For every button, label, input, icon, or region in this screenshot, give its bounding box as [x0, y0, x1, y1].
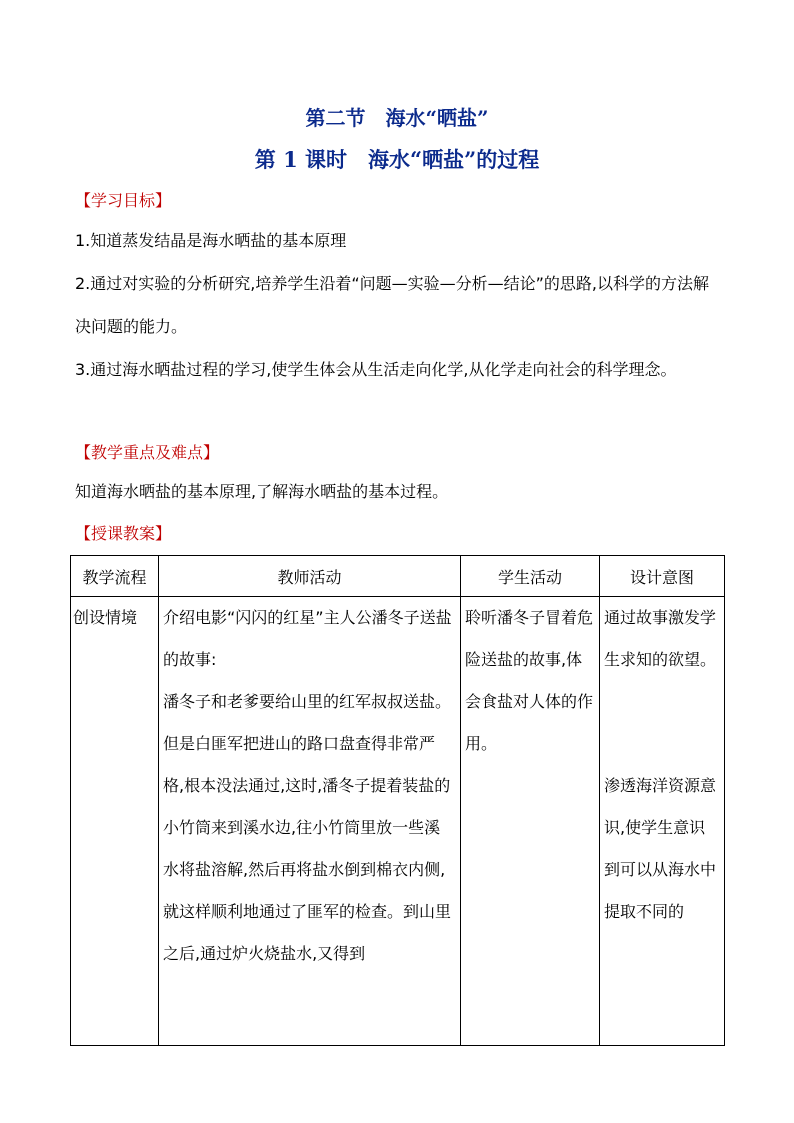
- intent-text-1: 通过故事激发学生求知的欲望。: [604, 608, 717, 669]
- teacher-activity-text: 介绍电影“闪闪的红星”主人公潘冬子送盐的故事: 潘冬子和老爹要给山里的红军叔叔送盐。但是白匪军把进山的路口盘查得非常严格,根本没法通过,这时,潘冬子提着装盐的小竹筒来到溪水边,往小竹筒里放一些溪水将盐溶解,然后再将盐水倒到棉衣内侧,就这样顺利地通过了匪军的检查。到山里之后,通过炉火烧盐水,又得到: [163, 608, 452, 963]
- lesson-plan-table: [70, 555, 725, 1046]
- goal-item-1: 1.知道蒸发结晶是海水晒盐的基本原理: [75, 231, 347, 250]
- cell-teacher: [159, 597, 461, 1046]
- intent-spacer: [604, 681, 720, 765]
- section-title: 第二节 海水“晒盐”: [305, 106, 489, 130]
- header-stage: 教学流程: [71, 556, 159, 597]
- header-intent: 设计意图: [600, 556, 725, 597]
- header-student: 学生活动: [461, 556, 600, 597]
- intent-text-2: 渗透海洋资源意识,使学生意识到可以从海水中提取不同的: [604, 776, 717, 921]
- key-points-heading: 【教学重点及难点】: [75, 443, 220, 462]
- student-activity-text: 聆听潘冬子冒着危险送盐的故事,体会食盐对人体的作用。: [465, 608, 594, 753]
- plan-heading: 【授课教案】: [75, 524, 172, 543]
- table-header-row: [71, 556, 725, 597]
- goal-item-3: 3.通过海水晒盐过程的学习,使学生体会从生活走向化学,从化学走向社会的科学理念。: [75, 360, 677, 379]
- cell-student: [461, 597, 600, 1046]
- goal-item-2: 2.通过对实验的分析研究,培养学生沿着“问题—实验—分析—结论”的思路,以科学的方法解决问题的能力。: [75, 274, 710, 336]
- table-row: [71, 597, 725, 1046]
- goals-heading: 【学习目标】: [75, 191, 172, 210]
- header-teacher: 教师活动: [159, 556, 461, 597]
- key-points-text: 知道海水晒盐的基本原理,了解海水晒盐的基本过程。: [75, 482, 449, 501]
- lesson-title: 第 1 课时 海水“晒盐”的过程: [254, 147, 540, 172]
- cell-intent: [600, 597, 725, 1046]
- cell-stage: 创设情境: [71, 597, 159, 1046]
